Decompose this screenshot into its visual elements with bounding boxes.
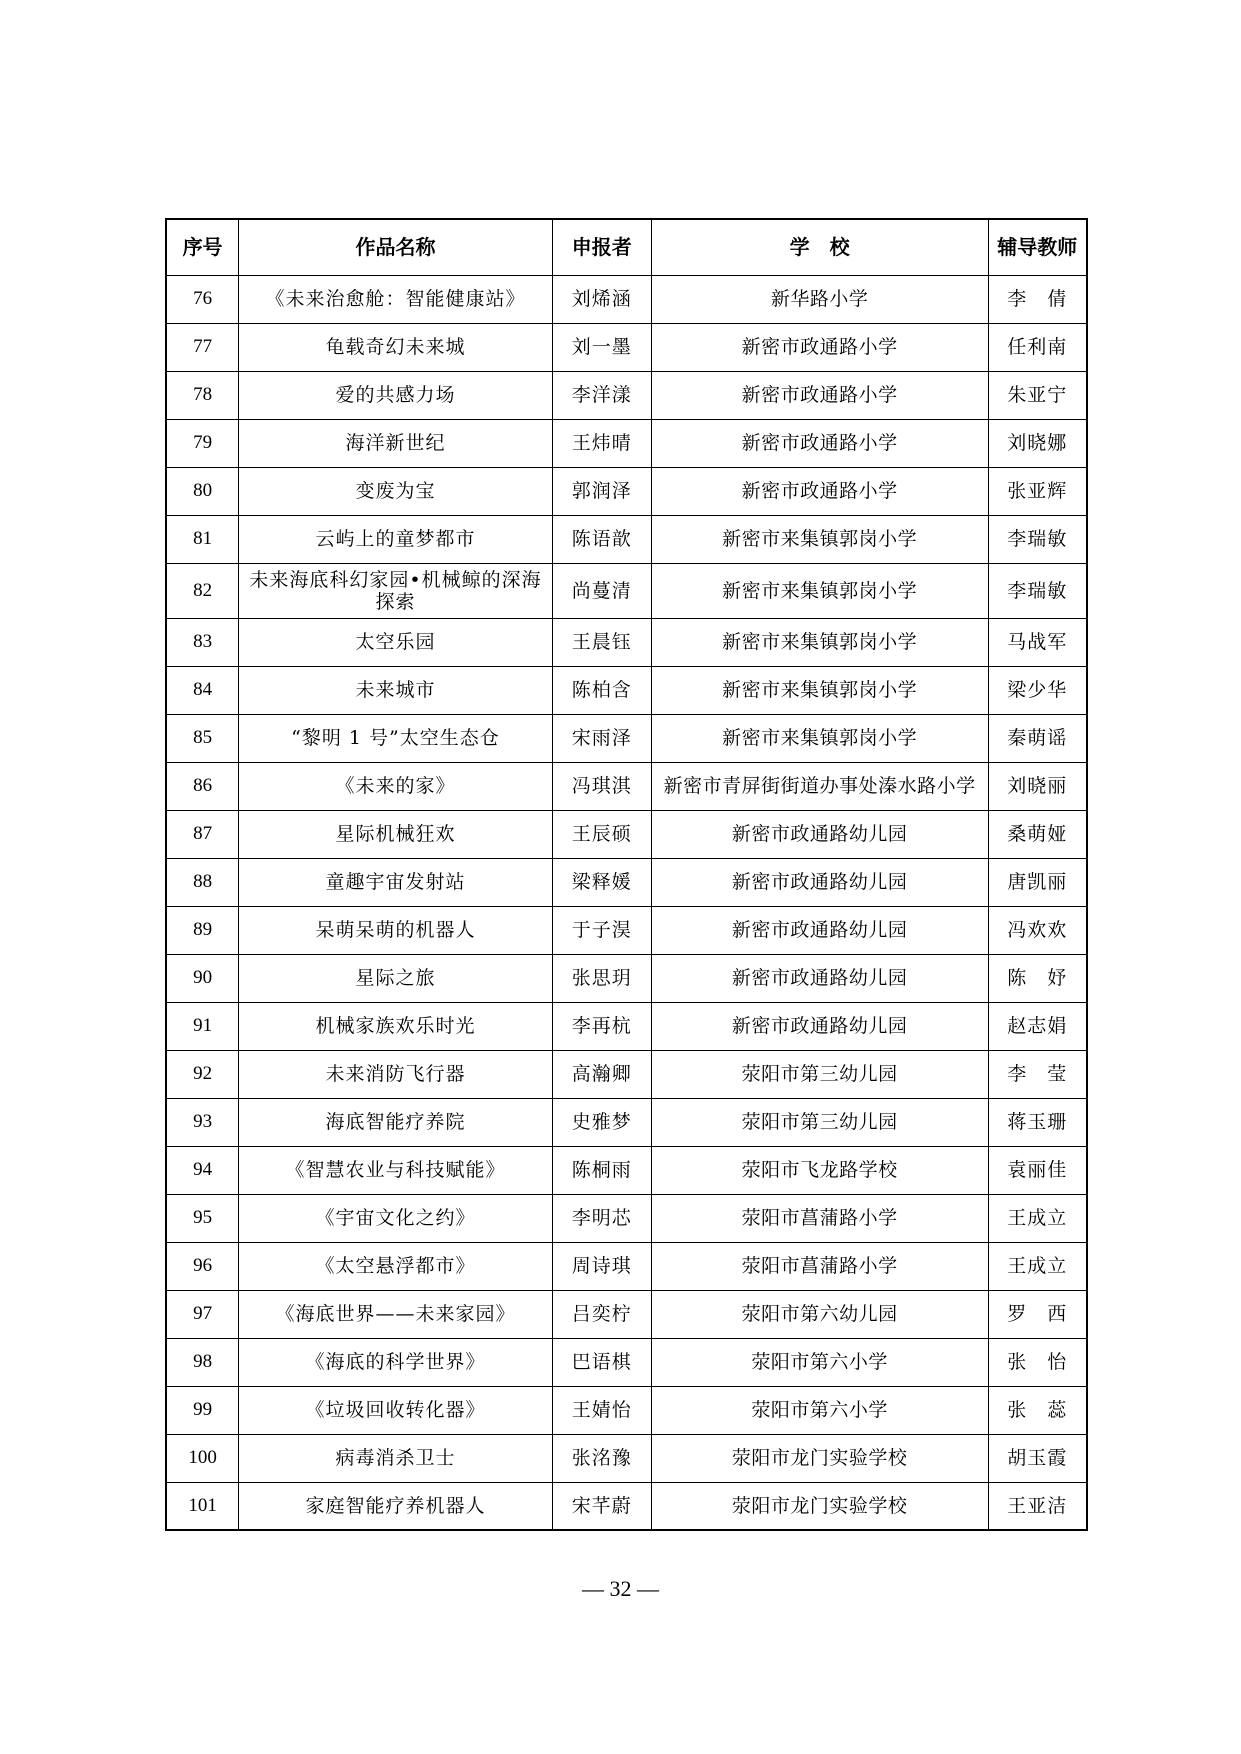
cell-applicant: 李再杭 (552, 1002, 651, 1050)
cell-school: 新密市来集镇郭岗小学 (651, 666, 988, 714)
cell-teacher: 李瑞敏 (988, 563, 1087, 618)
cell-applicant: 刘一墨 (552, 323, 651, 371)
cell-title: 《未来的家》 (239, 762, 553, 810)
cell-school: 新密市来集镇郭岗小学 (651, 618, 988, 666)
table-row (166, 275, 1087, 323)
cell-teacher: 王亚洁 (988, 1482, 1087, 1530)
cell-title: 《太空悬浮都市》 (239, 1242, 553, 1290)
header-teacher: 辅导教师 (988, 219, 1087, 275)
cell-number: 98 (166, 1338, 239, 1386)
cell-teacher: 马战军 (988, 618, 1087, 666)
cell-title: 未来海底科幻家园•机械鲸的深海探索 (239, 563, 553, 618)
cell-number: 91 (166, 1002, 239, 1050)
table-row (166, 858, 1087, 906)
cell-applicant: 吕奕柠 (552, 1290, 651, 1338)
header-title: 作品名称 (239, 219, 553, 275)
cell-number: 95 (166, 1194, 239, 1242)
cell-title: 《海底的科学世界》 (239, 1338, 553, 1386)
page-number: — 32 — (582, 1576, 659, 1601)
table-row (166, 906, 1087, 954)
table-row (166, 515, 1087, 563)
cell-number: 82 (166, 563, 239, 618)
cell-teacher: 张亚辉 (988, 467, 1087, 515)
table-row (166, 467, 1087, 515)
cell-applicant: 张洺豫 (552, 1434, 651, 1482)
cell-applicant: 王辰硕 (552, 810, 651, 858)
table-row (166, 1386, 1087, 1434)
cell-school: 荥阳市第三幼儿园 (651, 1098, 988, 1146)
cell-school: 新密市青屏街街道办事处溱水路小学 (651, 762, 988, 810)
cell-title: 龟载奇幻未来城 (239, 323, 553, 371)
cell-title: 未来城市 (239, 666, 553, 714)
cell-teacher: 胡玉霞 (988, 1434, 1087, 1482)
cell-teacher: 王成立 (988, 1242, 1087, 1290)
cell-applicant: 于子淏 (552, 906, 651, 954)
table-row (166, 954, 1087, 1002)
cell-title: 星际机械狂欢 (239, 810, 553, 858)
cell-school: 新密市政通路幼儿园 (651, 1002, 988, 1050)
cell-number: 86 (166, 762, 239, 810)
cell-title: 海底智能疗养院 (239, 1098, 553, 1146)
table-row (166, 1482, 1087, 1530)
cell-applicant: 梁释媛 (552, 858, 651, 906)
cell-number: 79 (166, 419, 239, 467)
cell-teacher: 蒋玉珊 (988, 1098, 1087, 1146)
cell-teacher: 刘晓丽 (988, 762, 1087, 810)
cell-number: 77 (166, 323, 239, 371)
table-row (166, 1338, 1087, 1386)
cell-number: 85 (166, 714, 239, 762)
cell-title: 星际之旅 (239, 954, 553, 1002)
header-applicant: 申报者 (552, 219, 651, 275)
cell-applicant: 李洋漾 (552, 371, 651, 419)
cell-title: 《宇宙文化之约》 (239, 1194, 553, 1242)
cell-teacher: 朱亚宁 (988, 371, 1087, 419)
table-row (166, 666, 1087, 714)
cell-school: 新密市政通路小学 (651, 419, 988, 467)
table-row (166, 714, 1087, 762)
cell-school: 荥阳市第六小学 (651, 1386, 988, 1434)
cell-number: 93 (166, 1098, 239, 1146)
cell-title: 呆萌呆萌的机器人 (239, 906, 553, 954)
cell-applicant: 陈语歆 (552, 515, 651, 563)
cell-title: 《海底世界——未来家园》 (239, 1290, 553, 1338)
cell-applicant: 陈柏含 (552, 666, 651, 714)
cell-teacher: 冯欢欢 (988, 906, 1087, 954)
cell-school: 新密市政通路幼儿园 (651, 906, 988, 954)
cell-applicant: 陈桐雨 (552, 1146, 651, 1194)
cell-title: 《智慧农业与科技赋能》 (239, 1146, 553, 1194)
cell-school: 新密市政通路小学 (651, 467, 988, 515)
cell-school: 新密市来集镇郭岗小学 (651, 515, 988, 563)
cell-applicant: 张思玥 (552, 954, 651, 1002)
cell-number: 90 (166, 954, 239, 1002)
cell-teacher: 李 倩 (988, 275, 1087, 323)
table-row (166, 563, 1087, 618)
header-row (166, 219, 1087, 275)
cell-title: “黎明 1 号”太空生态仓 (239, 714, 553, 762)
cell-number: 92 (166, 1050, 239, 1098)
table-row (166, 618, 1087, 666)
table-row (166, 1002, 1087, 1050)
cell-title: 变废为宝 (239, 467, 553, 515)
cell-title: 家庭智能疗养机器人 (239, 1482, 553, 1530)
cell-applicant: 刘烯涵 (552, 275, 651, 323)
cell-title: 机械家族欢乐时光 (239, 1002, 553, 1050)
header-no: 序号 (166, 219, 239, 275)
cell-title: 爱的共感力场 (239, 371, 553, 419)
cell-title: 病毒消杀卫士 (239, 1434, 553, 1482)
cell-title: 未来消防飞行器 (239, 1050, 553, 1098)
cell-teacher: 李瑞敏 (988, 515, 1087, 563)
cell-teacher: 袁丽佳 (988, 1146, 1087, 1194)
table-row (166, 810, 1087, 858)
cell-applicant: 宋雨泽 (552, 714, 651, 762)
table-row (166, 1194, 1087, 1242)
cell-number: 87 (166, 810, 239, 858)
cell-applicant: 史雅梦 (552, 1098, 651, 1146)
table-row (166, 1146, 1087, 1194)
cell-teacher: 刘晓娜 (988, 419, 1087, 467)
cell-teacher: 任利南 (988, 323, 1087, 371)
cell-applicant: 高瀚卿 (552, 1050, 651, 1098)
cell-school: 荥阳市龙门实验学校 (651, 1482, 988, 1530)
cell-school: 新密市来集镇郭岗小学 (651, 714, 988, 762)
header-school: 学 校 (651, 219, 988, 275)
cell-school: 新密市来集镇郭岗小学 (651, 563, 988, 618)
cell-school: 荥阳市龙门实验学校 (651, 1434, 988, 1482)
cell-teacher: 罗 西 (988, 1290, 1087, 1338)
table-row (166, 1242, 1087, 1290)
cell-title: 《垃圾回收转化器》 (239, 1386, 553, 1434)
table-row (166, 1290, 1087, 1338)
cell-teacher: 张 蕊 (988, 1386, 1087, 1434)
cell-number: 101 (166, 1482, 239, 1530)
cell-number: 96 (166, 1242, 239, 1290)
cell-applicant: 周诗琪 (552, 1242, 651, 1290)
cell-school: 新密市政通路幼儿园 (651, 858, 988, 906)
cell-title: 童趣宇宙发射站 (239, 858, 553, 906)
table-row (166, 1050, 1087, 1098)
cell-school: 新密市政通路小学 (651, 323, 988, 371)
table-row (166, 762, 1087, 810)
awards-table (165, 218, 1088, 1531)
cell-teacher: 王成立 (988, 1194, 1087, 1242)
cell-title: 《未来治愈舱：智能健康站》 (239, 275, 553, 323)
cell-school: 荥阳市第三幼儿园 (651, 1050, 988, 1098)
cell-number: 94 (166, 1146, 239, 1194)
table-row (166, 323, 1087, 371)
cell-school: 新密市政通路幼儿园 (651, 810, 988, 858)
table-row (166, 1434, 1087, 1482)
cell-school: 荥阳市菖蒲路小学 (651, 1242, 988, 1290)
cell-teacher: 李 莹 (988, 1050, 1087, 1098)
cell-number: 80 (166, 467, 239, 515)
cell-teacher: 桑萌娅 (988, 810, 1087, 858)
cell-school: 新密市政通路幼儿园 (651, 954, 988, 1002)
cell-number: 99 (166, 1386, 239, 1434)
cell-number: 76 (166, 275, 239, 323)
table-row (166, 371, 1087, 419)
cell-teacher: 梁少华 (988, 666, 1087, 714)
table-row (166, 1098, 1087, 1146)
table-header (166, 219, 1087, 275)
table-body (166, 275, 1087, 1530)
cell-applicant: 王炜晴 (552, 419, 651, 467)
cell-number: 97 (166, 1290, 239, 1338)
cell-number: 83 (166, 618, 239, 666)
cell-applicant: 冯琪淇 (552, 762, 651, 810)
cell-applicant: 王晨钰 (552, 618, 651, 666)
cell-school: 荥阳市菖蒲路小学 (651, 1194, 988, 1242)
cell-school: 荥阳市飞龙路学校 (651, 1146, 988, 1194)
cell-applicant: 王婧怡 (552, 1386, 651, 1434)
cell-school: 新密市政通路小学 (651, 371, 988, 419)
cell-teacher: 唐凯丽 (988, 858, 1087, 906)
cell-number: 78 (166, 371, 239, 419)
cell-title: 云屿上的童梦都市 (239, 515, 553, 563)
cell-school: 荥阳市第六小学 (651, 1338, 988, 1386)
cell-teacher: 陈 妤 (988, 954, 1087, 1002)
cell-number: 88 (166, 858, 239, 906)
cell-title: 海洋新世纪 (239, 419, 553, 467)
cell-number: 84 (166, 666, 239, 714)
cell-number: 89 (166, 906, 239, 954)
table-row (166, 419, 1087, 467)
cell-number: 81 (166, 515, 239, 563)
cell-applicant: 郭润泽 (552, 467, 651, 515)
cell-number: 100 (166, 1434, 239, 1482)
cell-school: 荥阳市第六幼儿园 (651, 1290, 988, 1338)
cell-applicant: 巴语棋 (552, 1338, 651, 1386)
cell-title: 太空乐园 (239, 618, 553, 666)
cell-teacher: 张 怡 (988, 1338, 1087, 1386)
cell-school: 新华路小学 (651, 275, 988, 323)
cell-applicant: 宋芊蔚 (552, 1482, 651, 1530)
cell-teacher: 秦萌谣 (988, 714, 1087, 762)
cell-teacher: 赵志娟 (988, 1002, 1087, 1050)
cell-applicant: 李明芯 (552, 1194, 651, 1242)
cell-applicant: 尚蔓清 (552, 563, 651, 618)
